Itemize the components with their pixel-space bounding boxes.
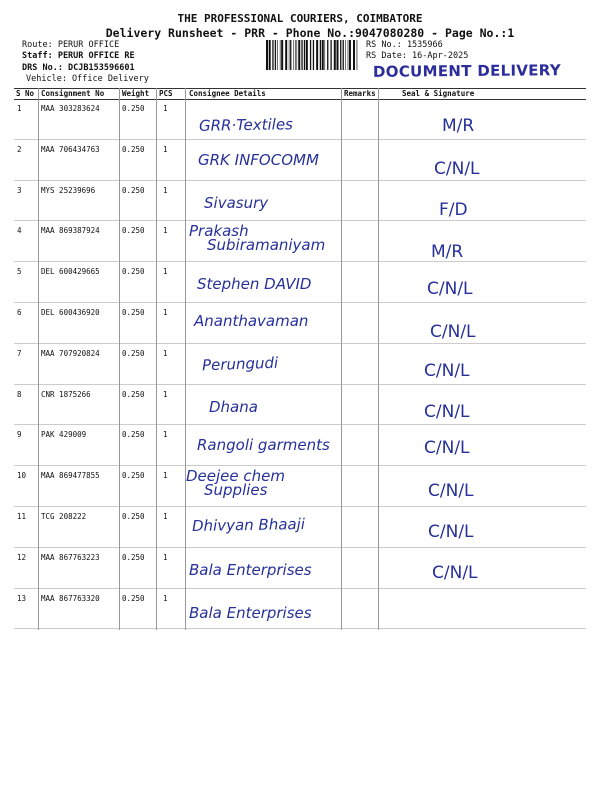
seal-signature: C/N/L: [434, 158, 480, 179]
weight-value: 0.250: [122, 144, 145, 154]
seal-signature: M/R: [431, 242, 464, 263]
consignee-handwritten: Bala Enterprises: [189, 603, 312, 622]
divider: [156, 88, 157, 630]
serial-number: 13: [17, 593, 27, 603]
serial-number: 7: [17, 348, 22, 358]
weight-value: 0.250: [122, 104, 145, 113]
runsheet-subtitle: Delivery Runsheet - PRR - Phone No.:9047080280 - Page No.:1: [105, 26, 515, 40]
serial-number: 10: [17, 471, 27, 481]
rs-date: RS Date: 16-Apr-2025: [366, 51, 469, 61]
col-seal: Seal & Signature: [402, 89, 475, 98]
pieces-count: 1: [163, 308, 168, 317]
consignee-handwritten: Ananthavaman: [194, 312, 309, 330]
seal-signature: F/D: [439, 199, 468, 220]
consignee-handwritten: Sivasury: [204, 193, 269, 212]
consignment-number: MYS 25239696: [41, 185, 96, 195]
table-row: [14, 588, 586, 630]
table-row: [14, 220, 586, 262]
pieces-count: 1: [163, 512, 168, 521]
table-row: [14, 465, 586, 507]
consignment-number: MAA 303283624: [41, 104, 100, 113]
pieces-count: 1: [163, 430, 168, 440]
weight-value: 0.250: [122, 471, 145, 481]
consignment-number: MAA 869387924: [41, 226, 100, 236]
consignment-number: DEL 600436920: [41, 308, 100, 317]
pieces-count: 1: [163, 471, 168, 481]
weight-value: 0.250: [122, 185, 145, 195]
consignee-handwritten: Rangoli garments: [197, 436, 330, 455]
consignment-number: MAA 707920824: [41, 348, 100, 358]
weight-value: 0.250: [122, 389, 145, 399]
serial-number: 1: [17, 104, 22, 113]
pieces-count: 1: [163, 144, 168, 154]
weight-value: 0.250: [122, 512, 145, 521]
divider: [119, 88, 120, 630]
weight-value: 0.250: [122, 593, 145, 603]
serial-number: 5: [17, 267, 22, 277]
barcode-image: [266, 40, 358, 70]
consignee-handwritten: Perungudi: [201, 353, 279, 375]
table-row: [14, 343, 586, 385]
divider: [341, 88, 342, 630]
consignment-number: TCG 208222: [41, 512, 87, 521]
seal-signature: C/N/L: [430, 322, 476, 342]
weight-value: 0.250: [122, 348, 145, 358]
col-pcs: PCS: [159, 89, 173, 98]
consignee-handwritten: Dhana: [209, 397, 258, 416]
pieces-count: 1: [163, 104, 168, 113]
divider: [378, 88, 379, 630]
weight-value: 0.250: [122, 430, 145, 440]
pieces-count: 1: [163, 593, 168, 603]
consignee-handwritten: Prakash: [189, 222, 249, 241]
weight-value: 0.250: [122, 267, 145, 277]
serial-number: 6: [17, 308, 22, 317]
weight-value: 0.250: [122, 226, 145, 236]
serial-number: 12: [17, 552, 27, 562]
consignment-number: MAA 867763223: [41, 552, 100, 562]
consignment-number: CNR 1875266: [41, 389, 91, 399]
divider: [38, 88, 39, 630]
table-row: [14, 302, 586, 344]
col-weight: Weight: [122, 89, 150, 98]
seal-signature: C/N/L: [424, 360, 470, 381]
table-row: [14, 506, 586, 548]
pieces-count: 1: [163, 226, 168, 236]
table-row: [14, 261, 586, 303]
consignee-handwritten: Dhivyan Bhaaji: [191, 515, 306, 535]
seal-signature: C/N/L: [428, 522, 474, 542]
seal-signature: C/N/L: [428, 481, 474, 502]
consignment-number: MAA 706434763: [41, 144, 100, 154]
company-title: THE PROFESSIONAL COURIERS, COIMBATORE: [177, 12, 423, 25]
seal-signature: M/R: [442, 116, 475, 136]
table-row: [14, 384, 586, 426]
consignee-handwritten: Deejee chem: [186, 467, 285, 486]
serial-number: 2: [17, 144, 22, 154]
pieces-count: 1: [163, 348, 168, 358]
table-row: [14, 180, 586, 222]
seal-signature: C/N/L: [424, 401, 470, 422]
seal-signature: C/N/L: [432, 562, 478, 583]
drs-number: DRS No.: DCJB153596601: [22, 63, 135, 73]
seal-signature: C/N/L: [424, 438, 470, 459]
consignment-number: MAA 869477855: [41, 471, 100, 481]
serial-number: 9: [17, 430, 22, 440]
consignment-number: PAK 429009: [41, 430, 87, 440]
pieces-count: 1: [163, 552, 168, 562]
table-row: [14, 139, 586, 181]
table-row: [14, 424, 586, 466]
seal-signature: C/N/L: [427, 279, 473, 300]
consignee-handwritten: Bala Enterprises: [189, 560, 312, 579]
route-label: Route: PERUR OFFICE: [22, 40, 120, 50]
weight-value: 0.250: [122, 308, 145, 317]
serial-number: 11: [17, 512, 27, 521]
staff-label: Staff: PERUR OFFICE RE: [22, 51, 135, 61]
col-consignee: Consignee Details: [189, 89, 266, 98]
pieces-count: 1: [163, 267, 168, 277]
consignee-handwritten-line2: Supplies: [204, 481, 268, 500]
divider: [185, 88, 186, 630]
consignment-number: DEL 600429665: [41, 267, 100, 277]
consignment-number: MAA 867763320: [41, 593, 100, 603]
col-sno: S No: [16, 89, 35, 98]
serial-number: 8: [17, 389, 22, 399]
document-delivery-stamp: DOCUMENT DELIVERY: [372, 61, 562, 81]
consignee-handwritten: Stephen DAVID: [197, 275, 312, 294]
table-row: [14, 547, 586, 589]
rs-number: RS No.: 1535966: [366, 40, 443, 50]
serial-number: 4: [17, 226, 22, 236]
col-consignment: Consignment No: [41, 89, 105, 98]
table-row: [14, 98, 586, 140]
pieces-count: 1: [163, 389, 168, 399]
serial-number: 3: [17, 185, 22, 195]
pieces-count: 1: [163, 185, 168, 195]
consignee-handwritten: GRK INFOCOMM: [198, 150, 319, 169]
col-remarks: Remarks: [344, 89, 376, 98]
consignee-handwritten: GRR·Textiles: [198, 115, 294, 135]
consignee-handwritten-line2: Subiramaniyam: [207, 236, 326, 255]
weight-value: 0.250: [122, 552, 145, 562]
vehicle-label: Vehicle: Office Delivery: [26, 74, 149, 84]
